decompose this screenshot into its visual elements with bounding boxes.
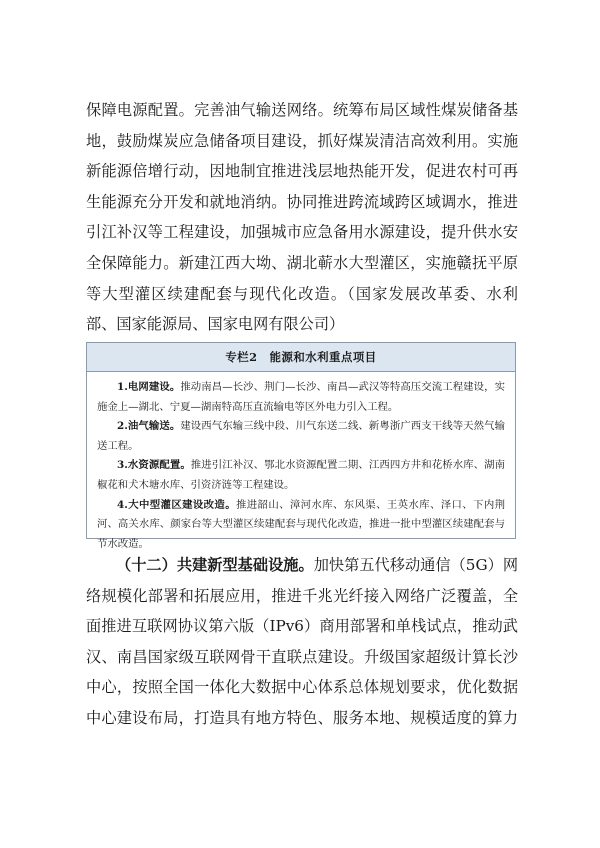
box-title: [87, 343, 515, 372]
item-text: 推进韶山、漳河水库、东风渠、王英水库、泽口、下内荆: [236, 498, 505, 511]
bottom-paragraph: [86, 550, 518, 734]
paragraph-line: 加快第五代移动通信（5G）网: [313, 556, 519, 574]
document-page: [86, 0, 518, 848]
box-title-prefix: 专栏2: [225, 350, 258, 364]
project-item-power-grid: [97, 378, 505, 417]
project-item-water-resources: [97, 456, 505, 495]
key-projects-box: [86, 342, 516, 550]
item-text: 推动南昌—长沙、荆门—长沙、南昌—武汉等特高压交流工程建设，实: [180, 381, 505, 393]
paragraph-line: 等大型灌区续建配套与现代化改造。（国家发展改革委、水利: [86, 284, 518, 303]
section-heading: （十二）共建新型基础设施。: [116, 556, 314, 574]
paragraph-line: 中心，按照全国一体化大数据中心体系总体规划要求，优化数据: [86, 678, 518, 697]
item-text: 建设西气东输三线中段、川气东送二线、新粤浙广西支干线等天然气输: [180, 420, 505, 433]
item-head: 3.水资源配置。: [117, 459, 191, 472]
box-title-text: 能源和水利重点项目: [269, 350, 377, 364]
paragraph-line: 引江补汉等工程建设，加强城市应急备用水源建设，提升供水安: [86, 223, 518, 242]
item-text: 河、高关水库、颜家台等大型灌区续建配套与现代化改造，推进一批中型灌区续建配套与: [97, 518, 505, 531]
paragraph-line: 面推进互联网协议第六版（IPv6）商用部署和单栈试点，推动武: [86, 617, 518, 636]
paragraph-line: 地，鼓励煤炭应急储备项目建设，抓好煤炭清洁高效利用。实施: [86, 131, 518, 150]
box-body: [87, 372, 515, 554]
item-text: 推进引江补汉、鄂北水资源配置二期、江西四方井和花桥水库、湖南: [190, 459, 505, 472]
item-head: 1.电网建设。: [117, 381, 181, 393]
item-text: 施金上—湖北、宁夏—湖南特高压直流输电等区外电力引入工程。: [97, 400, 399, 413]
paragraph-line: 络规模化部署和拓展应用，推进千兆光纤接入网络广泛覆盖，全: [86, 586, 518, 605]
project-item-oil-gas: [97, 417, 505, 456]
paragraph-line: 保障电源配置。完善油气输送网络。统筹布局区域性煤炭储备基: [86, 101, 518, 119]
project-item-irrigation: [97, 496, 505, 555]
item-text: 送工程。: [97, 439, 139, 452]
item-head: 4.大中型灌区建设改造。: [117, 498, 236, 511]
item-text: 椒花和犬木塘水库、引资济涟等工程建设。: [97, 478, 295, 491]
paragraph-line: 汉、南昌国家级互联网骨干直联点建设。升级国家超级计算长沙: [86, 647, 518, 666]
item-head: 2.油气输送。: [117, 420, 181, 433]
paragraph-line: 生能源充分开发和就地消纳。协同推进跨流域跨区域调水，推进: [86, 192, 518, 211]
paragraph-line: 新能源倍增行动，因地制宜推进浅层地热能开发，促进农村可再: [86, 162, 518, 181]
top-paragraph: [86, 95, 518, 340]
paragraph-line: 部、国家能源局、国家电网有限公司）: [86, 315, 345, 334]
paragraph-line: 全保障能力。新建江西大坳、湖北蕲水大型灌区，实施赣抚平原: [86, 253, 518, 272]
paragraph-line: 中心建设布局，打造具有地方特色、服务本地、规模适度的算力: [86, 708, 518, 727]
item-text: 节水改造。: [97, 537, 149, 550]
